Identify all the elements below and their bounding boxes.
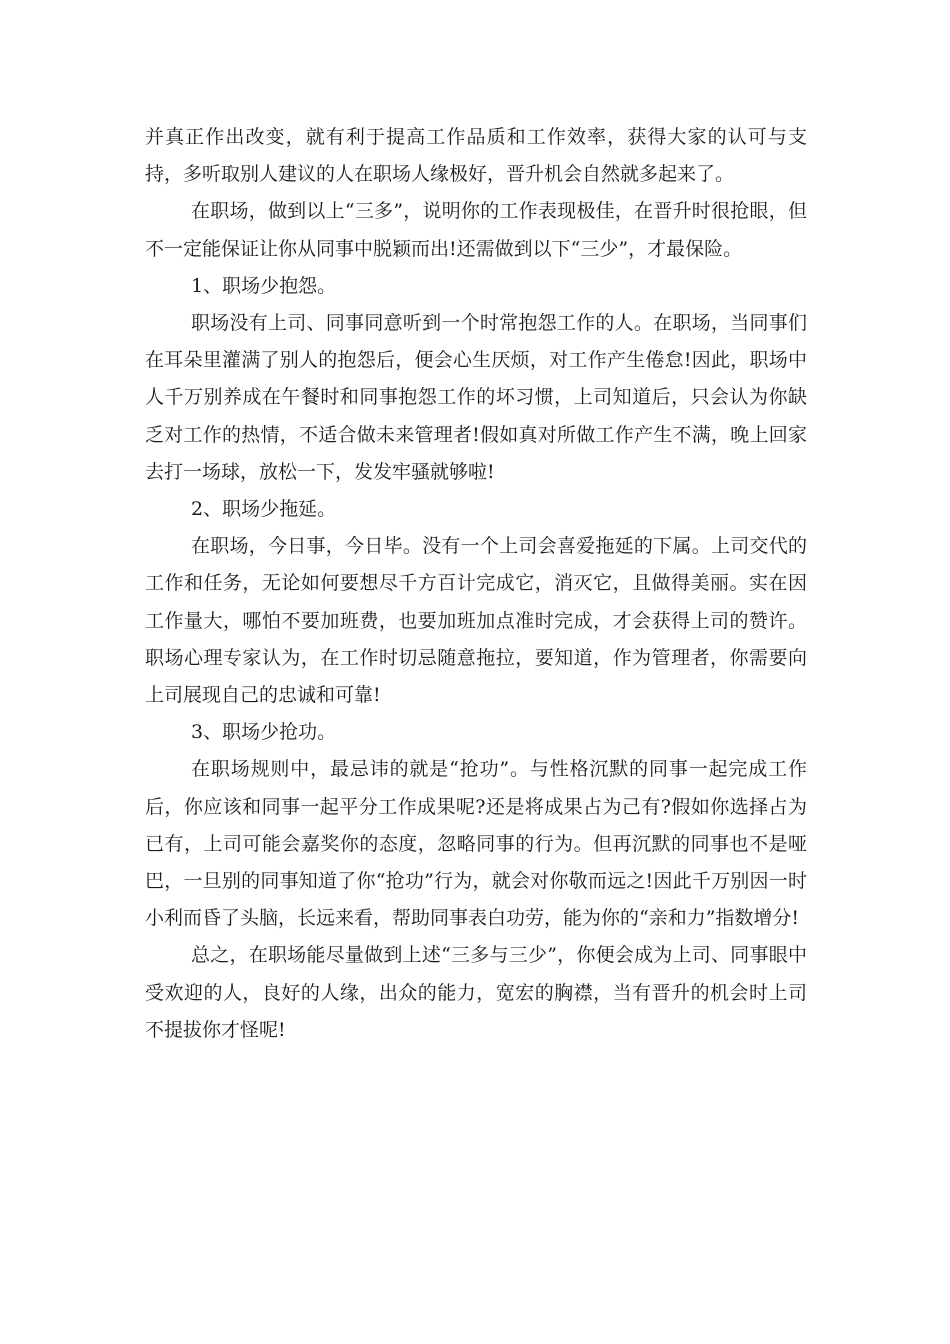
paragraph-conclusion: 总之，在职场能尽量做到上述“三多与三少”，你便会成为上司、同事眼中受欢迎的人，良好的人缘，出众的能力，宽宏的胸襟，当有晋升的机会时上司不提拔你才怪呢! <box>145 944 807 1041</box>
document-body <box>145 119 807 1049</box>
heading-less-complaining: 1、职场少抱怨。 <box>191 274 337 297</box>
paragraph-less-procrastination: 在职场，今日事，今日毕。没有一个上司会喜爱拖延的下属。上司交代的工作和任务，无论如何要想尽千方百计完成它，消灭它，且做得美丽。实在因工作量大，哪怕不要加班费，也要加班加点准时完成，才会获得上司的赞许。职场心理专家认为，在工作时切忌随意拖拉，要知道，作为管理者，你需要向上司展现自己的忠诚和可靠! <box>145 535 807 707</box>
heading-less-procrastination: 2、职场少拖延。 <box>191 498 337 521</box>
paragraph-continuation: 并真正作出改变，就有利于提高工作品质和工作效率，获得大家的认可与支持，多听取别人建议的人在职场人缘极好，晋升机会自然就多起来了。 <box>145 126 807 186</box>
paragraph-three-more-summary: 在职场，做到以上“三多”，说明你的工作表现极佳，在晋升时很抢眼，但不一定能保证让你从同事中脱颖而出!还需做到以下“三少”，才最保险。 <box>145 200 807 260</box>
heading-less-credit-grabbing: 3、职场少抢功。 <box>191 721 337 744</box>
paragraph-less-credit-grabbing: 在职场规则中，最忌讳的就是“抢功”。与性格沉默的同事一起完成工作后，你应该和同事一起平分工作成果呢?还是将成果占为己有?假如你选择占为已有，上司可能会嘉奖你的态度，忽略同事的行为。但再沉默的同事也不是哑巴，一旦别的同事知道了你“抢功”行为，就会对你敬而远之!因此千万别因一时小利而昏了头脑，长远来看，帮助同事表白功劳，能为你的“亲和力”指数增分! <box>145 758 807 930</box>
paragraph-less-complaining: 职场没有上司、同事同意听到一个时常抱怨工作的人。在职场，当同事们在耳朵里灌满了别人的抱怨后，便会心生厌烦，对工作产生倦怠!因此，职场中人千万别养成在午餐时和同事抱怨工作的坏习惯，上司知道后，只会认为你缺乏对工作的热情，不适合做未来管理者!假如真对所做工作产生不满，晚上回家去打一场球，放松一下，发发牢骚就够啦! <box>145 312 807 483</box>
